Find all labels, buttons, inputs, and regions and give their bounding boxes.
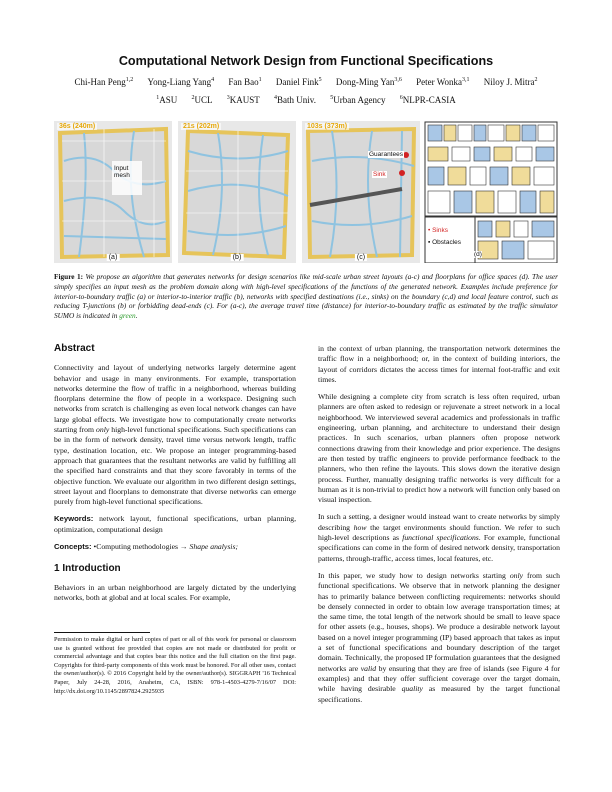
author: Peter Wonka$^{3,1}$: [416, 77, 470, 87]
caption-green-word: green: [119, 311, 136, 321]
panel-label: (c): [356, 254, 366, 261]
travel-time-label: 21s (202m): [183, 123, 220, 130]
affiliation: $^3$KAUST: [226, 95, 260, 105]
copyright-footnote: Permission to make digital or hard copies of part or all of this work for personal or classroom use is granted without fee provided that copies are not made or distributed for profit or commercial advantage and that copies bear this notice and the full citation on the first page. Copyrights for third-party components of this work must be honored. For all other uses, contact the owner/author(s). © 2016 Copyright held by the owner/author(s). SIGGRAPH '16 Technical Paper, July 24-28, 2016, Anaheim, CA, ISBN: 978-1-4503-4279-7/16/07 DOI: http://dx.doi.org/10.1145/2897824.2925935: [54, 636, 296, 695]
sink-annotation: Sink: [373, 171, 386, 178]
concepts: Concepts: •Computing methodologies → Shape analysis;: [54, 542, 238, 552]
figure-panel-a: [54, 121, 172, 263]
teaser-figure: [54, 121, 558, 263]
caption-text: We propose an algorithm that generates networks for design scenarios like mid-scale urban street layouts (a-c) and floorplans for office spaces (d). The user simply specifies an input mesh as the problem domain along with high-level specifications of the functions of the generated network. Examples include preference for interior-to-boundary traffic (a) or interior-to-interior traffic (b), networks with specified destinations (i.e., sinks) on the boundary (c,d) and local feature control, such as reducing T-junctions (b) or forbidding dead-ends (c). For (a-c), the average travel time (distance) for interior-to-boundary traffic as estimated by the traffic simulator SUMO is indicated in: [54, 272, 558, 321]
caption-label: Figure 1:: [54, 272, 84, 281]
author: Dong-Ming Yan$^{3,6}$: [335, 77, 402, 87]
figure-caption: [54, 272, 558, 321]
paper-title: Computational Network Design from Functional Specifications: [118, 54, 494, 68]
legend-sinks: • Sinks: [428, 227, 448, 234]
input-mesh-annotation: Input mesh: [114, 165, 130, 179]
affiliation-list: [0, 95, 612, 105]
figure-panel-b: [178, 121, 296, 263]
guarantees-annotation: Guarantees: [369, 151, 403, 158]
affiliation: $^4$Bath Univ.: [274, 95, 316, 105]
paragraph: In this paper, we study how to design networks starting only from such functional specifications. We observe that in network planning the designer has to primarily balance between conflicting requirements: networks should be densely connected in order to obtain low average transportation times; at the same time, the total length of the network should be small to leave space for other assets (e.g., houses, shops). We produce a desirable network layout based on a novel integer programming (IP) based approach that takes as input a set of functional specifications and boundary description of the target domain. Technically, the proposed IP formulation guarantees that the designed networks are valid by ensuring that they are free of islands (see Figure 4 for examples) and that they offer sufficient coverage over the target domain, while having desirable quality as measured by the target functional specifications.: [318, 570, 561, 704]
left-column: [54, 344, 296, 610]
street-network-illustration: [178, 121, 296, 263]
abstract-body: Connectivity and layout of underlying networks largely determine agent behavior and usage in many environments. For example, transportation networks determine the flow of traffic in a neighborhood, whereas building floorplans determine the flow of people in a workspace. Designing such networks from scratch is challenging as even local network changes can have large global effects. We investigate how to computationally create networks starting from only high-level functional specifications. Such specifications can be in the form of network density, travel time versus network length, traffic type, destination location, etc. We propose an integer programming-based approach that guarantees that the resultant networks are valid by fulfilling all the specified hard constraints and that they score favorably in terms of the objective function. We evaluate our algorithm in two different design settings, street layout and floorplans to demonstrate that diverse networks can emerge purely from high-level functional specifications.: [54, 363, 297, 507]
author: Yong-Liang Yang$^4$: [147, 77, 215, 87]
legend-obstacles: ▪ Obstacles: [428, 239, 462, 246]
panel-label: (b): [232, 254, 242, 261]
figure-panel-d: [424, 121, 558, 263]
panel-label: (d): [474, 251, 482, 258]
affiliation: $^2$UCL: [191, 95, 213, 105]
affiliation: $^6$NLPR-CASIA: [399, 95, 456, 105]
figure-panel-c: [302, 121, 420, 263]
intro-heading: 1 Introduction: [54, 563, 121, 575]
street-network-illustration: [302, 121, 420, 263]
author: Chi-Han Peng$^{1,2}$: [74, 77, 134, 87]
right-column: [318, 344, 560, 712]
author: Niloy J. Mitra$^2$: [483, 77, 538, 87]
footnote-rule: [54, 632, 150, 633]
panel-label: (a): [108, 254, 118, 261]
street-network-illustration: [54, 121, 172, 263]
abstract-heading: Abstract: [54, 343, 95, 354]
paragraph: in the context of urban planning, the transportation network determines the traffic flow in a neighborhood; or, in the context of building interiors, the layout of corridors dictates the access times for internal foot-traffic and exit times.: [318, 344, 560, 384]
travel-time-label: 103s (373m): [307, 123, 348, 130]
keywords: Keywords: network layout, functional specifications, urban planning, optimization, computational design: [54, 514, 296, 534]
travel-time-label: 36s (240m): [59, 123, 96, 130]
author: Fan Bao$^1$: [228, 77, 262, 87]
intro-body: Behaviors in an urban neighborhood are largely dictated by the underlying networks, both at global and at local scales. For example,: [54, 582, 296, 602]
affiliation: $^1$ASU: [156, 95, 178, 105]
paragraph: In such a setting, a designer would instead want to create networks by simply describing how the target environments should function. We refer to such high-level descriptions as functional specifications. For example, functional specifications can come in the form of desired network density, transportation patterns, through-traffic, access times, local features, etc.: [318, 512, 561, 563]
author-list: [0, 77, 612, 87]
sink-marker: [399, 170, 405, 176]
paragraph: While designing a complete city from scratch is less often required, urban planners are often asked to redesign or rejuvenate a street network in a local neighborhood. We interviewed several academics and professionals in traffic engineering, urban planning, and architecture to understand their design practices. In such scenarios, urban planners often propose network connections drawing from their knowledge and prior experience. The designs are then tested by traffic engineers to provide performance feedback to the planners, who then refine the layouts. This slows down the iterative design process. Further, manually designing traffic networks is very difficult for a human as it is non-trivial to predict how a network will function only based on visual inspection.: [318, 392, 560, 505]
affiliation: $^5$Urban Agency: [330, 95, 386, 105]
caption-end: .: [135, 311, 138, 321]
author: Daniel Fink$^5$: [275, 77, 322, 87]
